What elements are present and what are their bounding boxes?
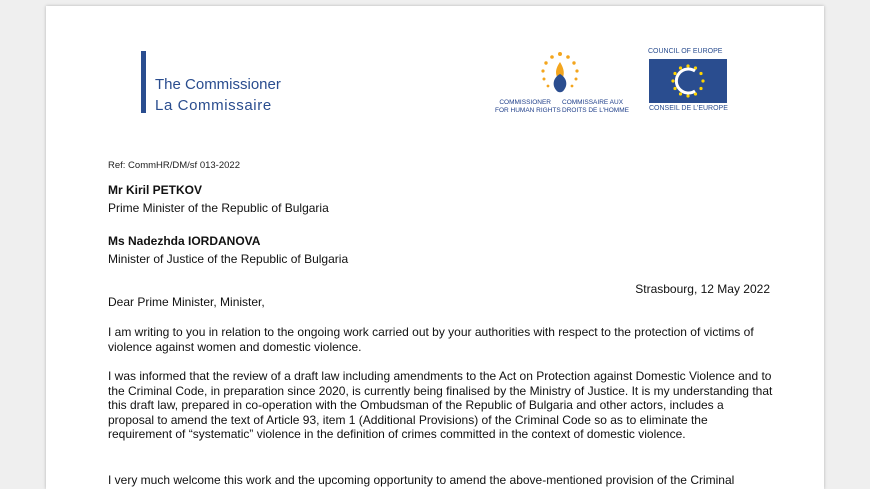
coe-star-icon — [701, 79, 704, 82]
body-paragraph: I very much welcome this work and the upcoming opportunity to amend the above-mentioned provision of the Criminal — [108, 473, 735, 487]
coe-star-icon — [679, 92, 682, 95]
coe-star-icon — [686, 64, 689, 67]
commhr-logo-text-fr: COMMISSAIRE AUX DROITS DE L'HOMME — [562, 99, 629, 114]
letter-date: Strasbourg, 12 May 2022 — [635, 282, 770, 296]
recipient-name: Ms Nadezhda IORDANOVA — [108, 234, 261, 248]
commissioner-title-en: The Commissioner — [155, 76, 281, 93]
body-paragraph: I was informed that the review of a draft law including amendments to the Act on Protection against Domestic Violence and to the Criminal Code, in preparation since 2020, is currently being finalised by the Ministry of Justice. It is my understanding that this draft law, prepared in co-operation with the Ombudsman of the Republic of Bulgaria and other actors, includes a proposal to amend the text of Article 93, item 1 (Additional Provisions) of the Criminal Code so as to eliminate the requirement of “systematic” violence in the definition of crimes committed in the context of domestic violence. — [108, 369, 773, 441]
body-paragraph: I am writing to you in relation to the ongoing work carried out by your authorities with respect to the protection of victims of violence against women and domestic violence. — [108, 325, 754, 354]
coe-star-icon — [679, 66, 682, 69]
recipient-name: Mr Kiril PETKOV — [108, 183, 203, 197]
commhr-flame-logo-icon — [536, 50, 584, 100]
coe-star-icon — [673, 87, 676, 90]
coe-logo-text-bottom: CONSEIL DE L'EUROPE — [649, 105, 728, 112]
salutation: Dear Prime Minister, Minister, — [108, 295, 265, 309]
commhr-logo-text-en: COMMISSIONER FOR HUMAN RIGHTS — [495, 99, 561, 114]
commissioner-title-fr: La Commissaire — [155, 97, 272, 114]
coe-star-icon — [699, 87, 702, 90]
letter-page — [46, 6, 824, 489]
coe-star-icon — [699, 72, 702, 75]
coe-star-icon — [671, 79, 674, 82]
coe-stars-icon — [649, 59, 727, 103]
letter-reference: Ref: CommHR/DM/sf 013-2022 — [108, 160, 240, 171]
recipient-role: Minister of Justice of the Republic of Bulgaria — [108, 252, 349, 266]
coe-logo — [649, 59, 727, 103]
coe-logo-text-top: COUNCIL OF EUROPE — [648, 48, 723, 55]
recipient-role: Prime Minister of the Republic of Bulgaria — [108, 201, 329, 215]
commissioner-bar — [141, 51, 146, 113]
coe-star-icon — [673, 72, 676, 75]
coe-star-icon — [686, 94, 689, 97]
